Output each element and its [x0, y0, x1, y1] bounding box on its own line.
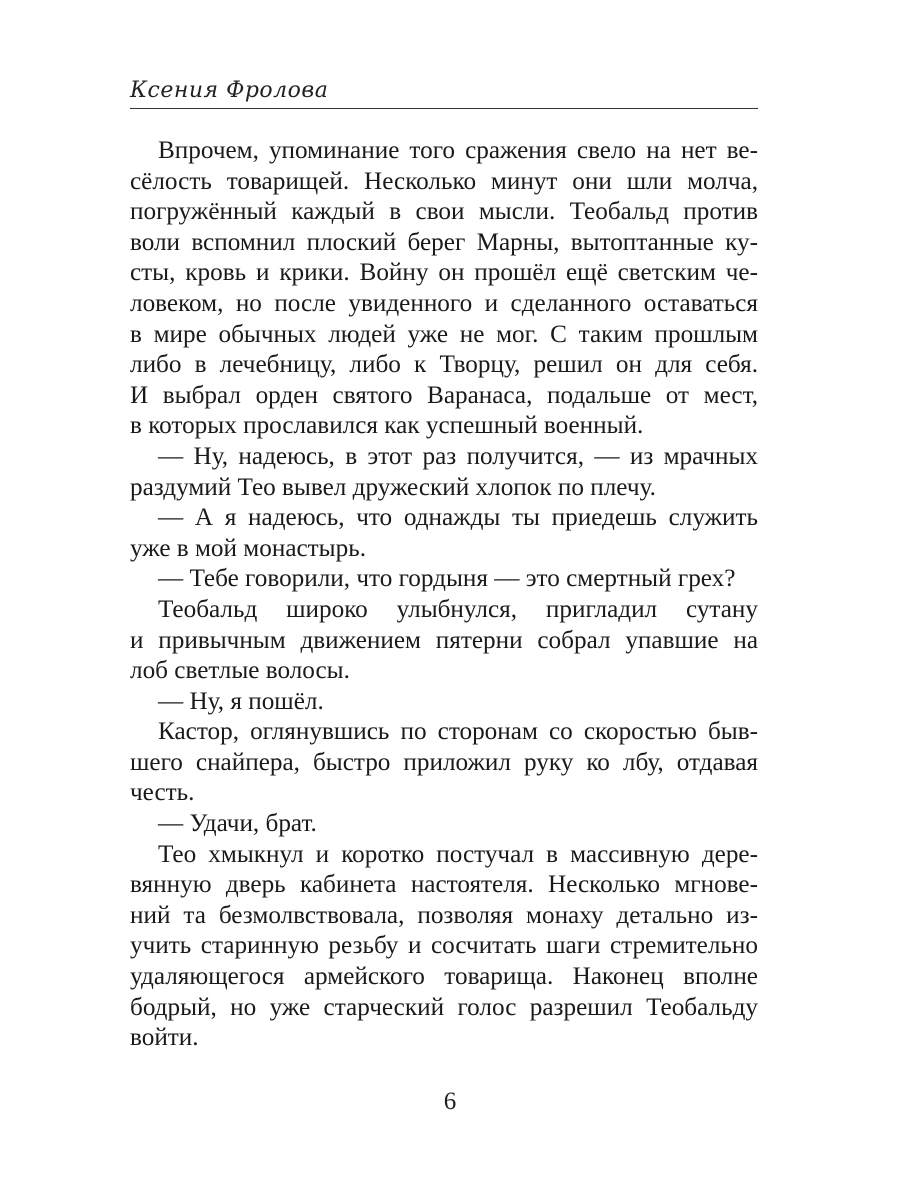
text-line: — Удачи, брат. — [158, 810, 317, 838]
text-line: учить старинную резьбу и сосчитать шаги стремительно — [130, 932, 758, 960]
paragraph — [130, 809, 758, 840]
text-line: удаляющегося армейского товарища. Наконец вполне — [130, 963, 758, 991]
page-number: 6 — [443, 1088, 457, 1115]
text-line: — Тебе говорили, что гордыня — это смертный грех? — [158, 565, 736, 593]
text-line: — Ну, я пошёл. — [158, 687, 324, 715]
text-line: погружённый каждый в свои мысли. Теобальд против — [130, 198, 758, 226]
text-line: Впрочем, упоминание того сражения свело на нет ве- — [158, 137, 758, 164]
text-line: ловеком, но после увиденного и сделанного оставаться — [130, 289, 758, 317]
text-line: вянную дверь кабинета настоятеля. Несколько мгнове- — [130, 871, 758, 899]
paragraph — [130, 717, 758, 809]
body-text — [130, 136, 758, 1054]
header-rule — [130, 108, 758, 109]
paragraph — [130, 503, 758, 564]
text-line: раздумий Тео вывел дружеский хлопок по плечу. — [130, 473, 656, 501]
text-line: Тео хмыкнул и коротко постучал в массивную дере- — [158, 840, 758, 868]
text-line: сты, кровь и крики. Войну он прошёл ещё светским че- — [130, 259, 758, 287]
text-line: честь. — [130, 779, 195, 807]
paragraph — [130, 564, 758, 595]
paragraph — [130, 136, 758, 442]
text-line: сёлость товарищей. Несколько минут они шли молча, — [130, 167, 758, 195]
text-line: — А я надеюсь, что однажды ты приедешь служить — [158, 504, 758, 532]
running-head-author: Ксения Фролова — [130, 78, 329, 103]
text-line: шего снайпера, быстро приложил руку ко лбу, отдавая — [130, 748, 758, 776]
text-line: в мире обычных людей уже не мог. С таким прошлым — [130, 320, 758, 348]
text-line: в которых прославился как успешный военный. — [130, 412, 644, 440]
text-line: Теобальд широко улыбнулся, пригладил сутану — [158, 595, 758, 623]
text-line: войти. — [130, 1024, 199, 1052]
text-line: бодрый, но уже старческий голос разрешил Теобальду — [130, 993, 758, 1021]
text-line: — Ну, надеюсь, в этот раз получится, — из мрачных — [158, 442, 758, 470]
text-line: и привычным движением пятерни собрал упавшие на — [130, 626, 758, 654]
text-line: Кастор, оглянувшись по сторонам со скоростью быв- — [158, 718, 758, 746]
text-line: воли вспомнил плоский берег Марны, вытоптанные ку- — [130, 228, 758, 256]
text-line: ний та безмолвствовала, позволяя монаху детально из- — [130, 901, 758, 929]
text-line: лоб светлые волосы. — [130, 657, 350, 685]
paragraph — [130, 840, 758, 1054]
text-line: либо в лечебницу, либо к Творцу, решил он для себя. — [130, 351, 758, 379]
text-line: И выбрал орден святого Варанаса, подальше от мест, — [130, 381, 758, 409]
paragraph — [130, 595, 758, 687]
text-line: уже в мой монастырь. — [130, 534, 366, 562]
paragraph — [130, 687, 758, 718]
paragraph — [130, 442, 758, 503]
